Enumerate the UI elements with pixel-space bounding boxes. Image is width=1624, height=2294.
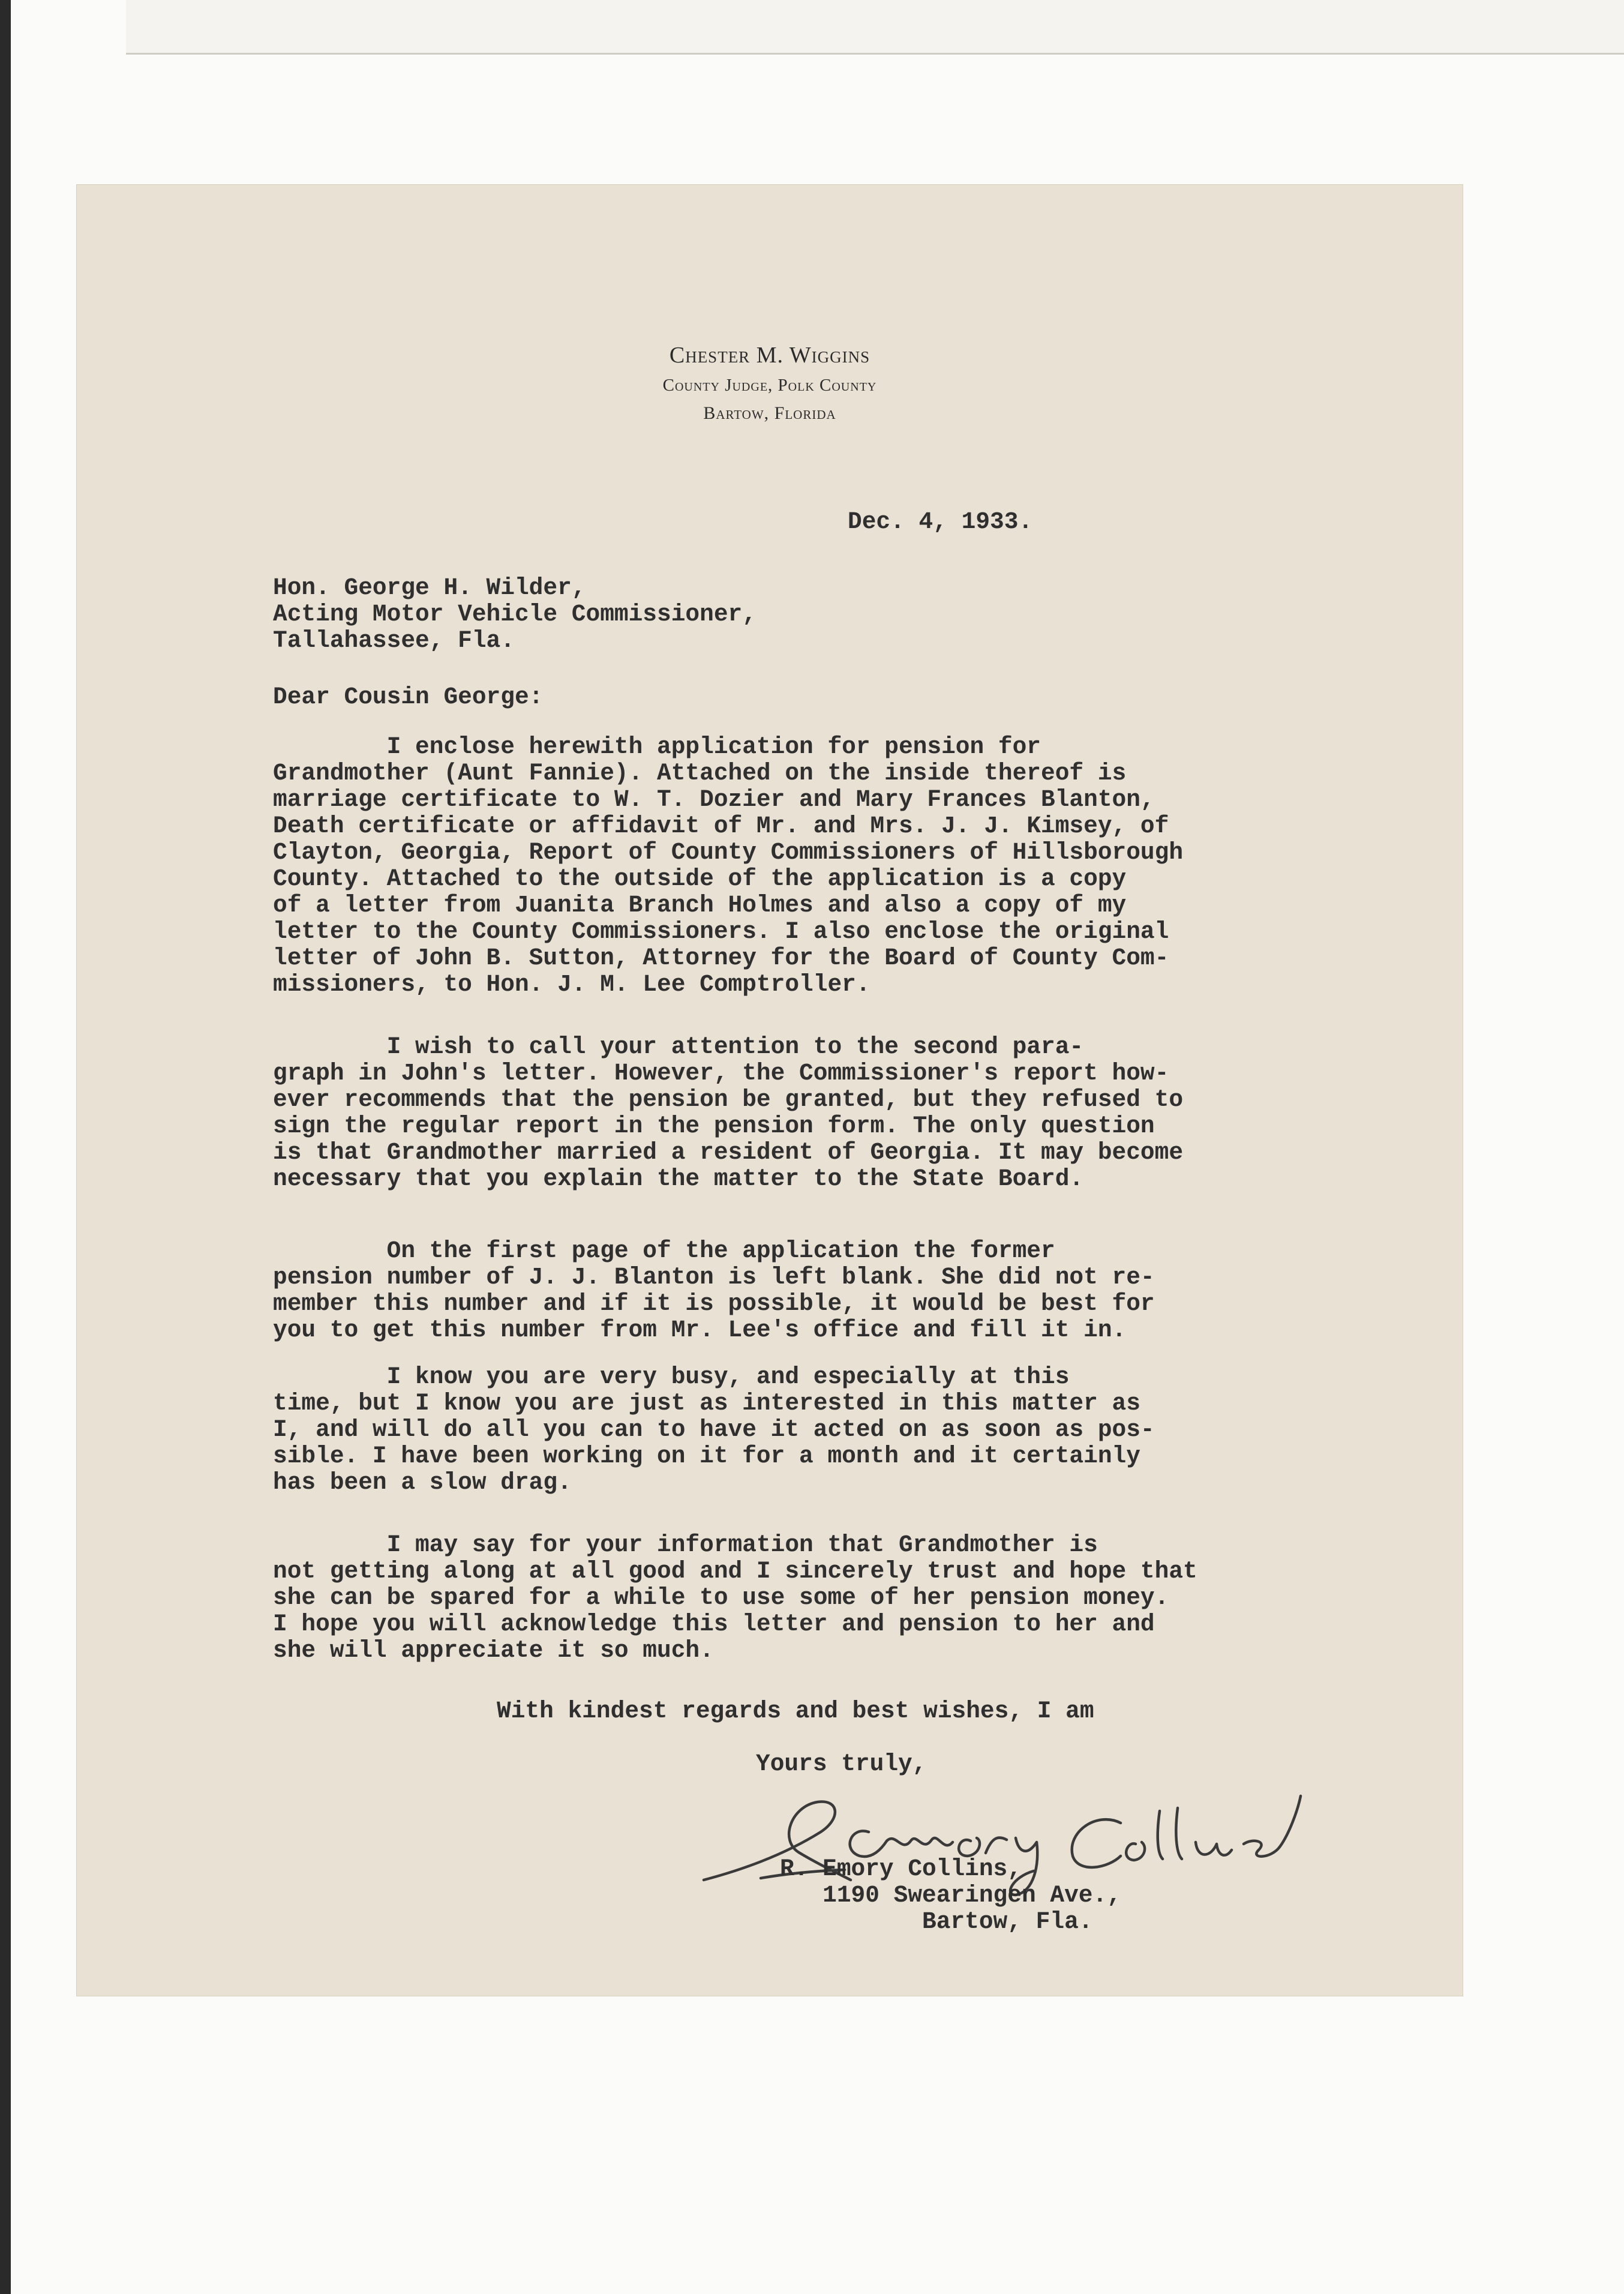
- text-line: pension number of J. J. Blanton is left blank. She did not re-: [273, 1264, 1155, 1291]
- text-line: I may say for your information that Grandmother is: [273, 1531, 1098, 1558]
- text-line: marriage certificate to W. T. Dozier and Mary Frances Blanton,: [273, 786, 1155, 813]
- text-line: is that Grandmother married a resident of Georgia. It may become: [273, 1139, 1184, 1166]
- text-line: of a letter from Juanita Branch Holmes and also a copy of my: [273, 892, 1127, 919]
- text-line: sign the regular report in the pension form. The only question: [273, 1112, 1155, 1139]
- text-line: member this number and if it is possible, it would be best for: [273, 1290, 1155, 1317]
- text-line: I enclose herewith application for pension for: [273, 733, 1041, 760]
- text-line: I wish to call your attention to the second para-: [273, 1033, 1084, 1060]
- letterhead-name: Chester M. Wiggins: [669, 343, 870, 368]
- text-line: necessary that you explain the matter to the State Board.: [273, 1165, 1084, 1192]
- scan-top-edge: [126, 0, 1624, 55]
- text-line: not getting along at all good and I sincerely trust and hope that: [273, 1558, 1197, 1585]
- text-line: On the first page of the application the former: [273, 1237, 1055, 1264]
- text-line: I hope you will acknowledge this letter and pension to her and: [273, 1611, 1155, 1638]
- sender-line: 1190 Swearingen Ave.,: [780, 1882, 1121, 1909]
- letterhead-title: County Judge, Polk County: [662, 376, 877, 395]
- body-paragraph-3: [273, 1238, 1155, 1344]
- closing-regards: With kindest regards and best wishes, I am: [497, 1698, 1094, 1725]
- body-paragraph-1: [273, 734, 1183, 998]
- salutation: Dear Cousin George:: [273, 683, 544, 710]
- body-paragraph-2: [273, 1034, 1183, 1192]
- letter-date: Dec. 4, 1933.: [848, 508, 1033, 535]
- text-line: Clayton, Georgia, Report of County Commissioners of Hillsborough: [273, 839, 1184, 866]
- text-line: I know you are very busy, and especially at this: [273, 1363, 1070, 1390]
- text-line: sible. I have been working on it for a month and it certainly: [273, 1443, 1140, 1470]
- letter-page: [77, 185, 1463, 1996]
- text-line: you to get this number from Mr. Lee's office and fill it in.: [273, 1317, 1127, 1344]
- sender-line: Bartow, Fla.: [780, 1908, 1093, 1935]
- text-line: letter of John B. Sutton, Attorney for the Board of County Com-: [273, 944, 1169, 971]
- text-line: she can be spared for a while to use some of her pension money.: [273, 1584, 1169, 1611]
- valediction: Yours truly,: [756, 1750, 927, 1777]
- recipient-line: Acting Motor Vehicle Commissioner,: [273, 601, 757, 628]
- text-line: graph in John's letter. However, the Commissioner's report how-: [273, 1060, 1169, 1087]
- recipient-address: [273, 575, 757, 654]
- letterhead-city: Bartow, Florida: [703, 403, 836, 423]
- text-line: Grandmother (Aunt Fannie). Attached on the inside thereof is: [273, 760, 1127, 787]
- text-line: she will appreciate it so much.: [273, 1637, 714, 1664]
- body-paragraph-4: [273, 1364, 1155, 1496]
- text-line: letter to the County Commissioners. I also enclose the original: [273, 918, 1169, 945]
- sender-block: [780, 1856, 1121, 1935]
- text-line: missioners, to Hon. J. M. Lee Comptroller.: [273, 971, 870, 998]
- text-line: ever recommends that the pension be granted, but they refused to: [273, 1086, 1184, 1113]
- recipient-line: Tallahassee, Fla.: [273, 627, 515, 654]
- recipient-line: Hon. George H. Wilder,: [273, 574, 586, 601]
- body-paragraph-5: [273, 1532, 1197, 1664]
- text-line: time, but I know you are just as interested in this matter as: [273, 1390, 1140, 1417]
- text-line: County. Attached to the outside of the application is a copy: [273, 865, 1127, 892]
- text-line: has been a slow drag.: [273, 1469, 572, 1496]
- text-line: Death certificate or affidavit of Mr. and Mrs. J. J. Kimsey, of: [273, 812, 1169, 839]
- sender-line: R. Emory Collins,: [780, 1855, 1022, 1882]
- text-line: I, and will do all you can to have it acted on as soon as pos-: [273, 1416, 1155, 1443]
